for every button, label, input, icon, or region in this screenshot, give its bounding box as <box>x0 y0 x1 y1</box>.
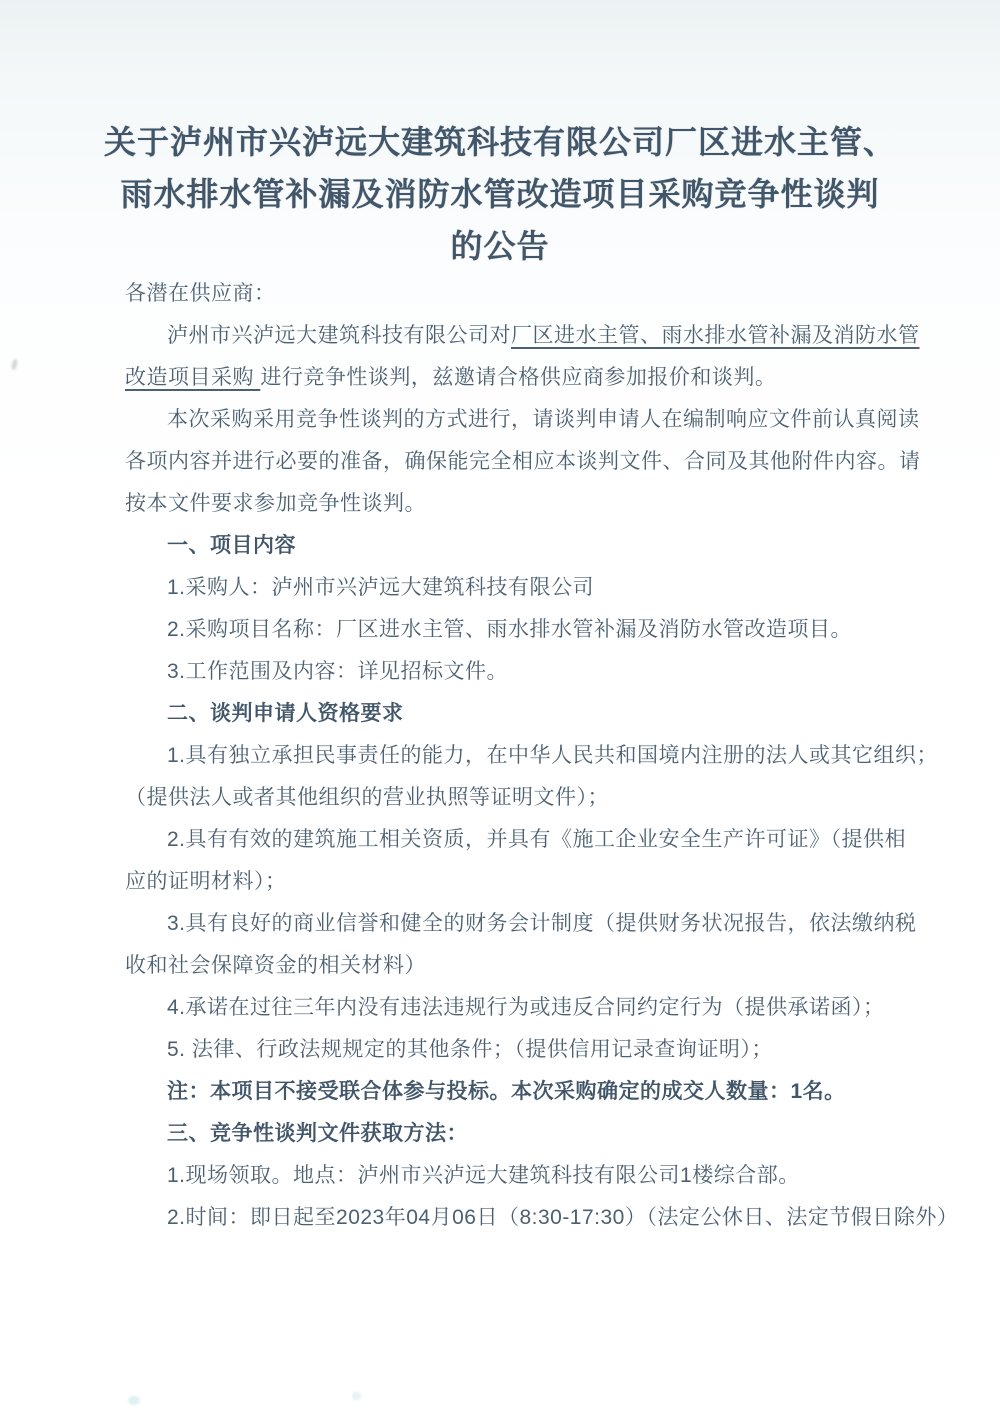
text-line <box>125 987 940 1029</box>
text-line <box>125 861 940 903</box>
underlined-text-segment: 改造项目采购 <box>125 366 261 389</box>
text-line <box>125 945 940 987</box>
text-segment: 应的证明材料）； <box>125 870 287 893</box>
text-segment: 4.承诺在过往三年内没有违法违规行为或违反合同约定行为（提供承诺函）； <box>167 996 885 1019</box>
text-line <box>125 1155 940 1197</box>
section-heading-line <box>125 525 940 567</box>
text-line <box>125 1197 959 1239</box>
section-heading-line <box>125 1113 940 1155</box>
text-segment: 2.采购项目名称：厂区进水主管、雨水排水管补漏及消防水管改造项目。 <box>167 618 853 641</box>
text-segment: 三、竞争性谈判文件获取方法： <box>167 1122 468 1145</box>
text-segment: 一、项目内容 <box>167 534 296 557</box>
text-segment: 注：本项目不接受联合体参与投标。本次采购确定的成交人数量：1名。 <box>167 1080 846 1103</box>
text-segment: 1.现场领取。地点：泸州市兴泸远大建筑科技有限公司1楼综合部。 <box>167 1164 800 1187</box>
underlined-text-segment: 厂区进水主管、雨水排水管补漏及消防水管 <box>511 324 920 347</box>
text-segment: 1.采购人：泸州市兴泸远大建筑科技有限公司 <box>167 576 595 599</box>
title-line: 的公告 <box>450 228 550 264</box>
scan-speck <box>128 1396 140 1405</box>
text-line <box>125 357 940 399</box>
text-line <box>125 315 940 357</box>
text-segment: 二、谈判申请人资格要求 <box>167 702 404 725</box>
text-segment: 3.具有良好的商业信誉和健全的财务会计制度（提供财务状况报告，依法缴纳税 <box>167 912 917 935</box>
text-line <box>125 651 940 693</box>
text-segment: 收和社会保障资金的相关材料） <box>125 954 426 977</box>
text-line <box>125 441 940 483</box>
document-body <box>0 272 1000 1239</box>
text-segment: 2.时间：即日起至2023年04月06日（8:30-17:30）（法定公休日、法定节假日除外） <box>167 1206 959 1229</box>
section-heading-line <box>125 1071 940 1113</box>
text-line <box>125 1029 940 1071</box>
section-heading-line <box>125 693 940 735</box>
text-segment: 按本文件要求参加竞争性谈判。 <box>125 492 426 515</box>
text-segment: （提供法人或者其他组织的营业执照等证明文件）； <box>125 786 609 809</box>
text-segment: 各潜在供应商： <box>125 282 276 305</box>
text-segment: 2.具有有效的建筑施工相关资质，并具有《施工企业安全生产许可证》（提供相 <box>167 828 907 851</box>
text-line <box>125 903 940 945</box>
text-line <box>125 777 940 819</box>
title-line: 雨水排水管补漏及消防水管改造项目采购竞争性谈判 <box>120 176 880 212</box>
text-line <box>125 399 940 441</box>
text-line <box>125 483 940 525</box>
text-segment: 本次采购采用竞争性谈判的方式进行，请谈判申请人在编制响应文件前认真阅读 <box>167 408 920 431</box>
title-line: 关于泸州市兴泸远大建筑科技有限公司厂区进水主管、 <box>103 124 896 160</box>
text-line <box>125 567 940 609</box>
text-segment: 泸州市兴泸远大建筑科技有限公司对 <box>167 324 511 347</box>
text-segment: 进行竞争性谈判，兹邀请合格供应商参加报价和谈判。 <box>260 366 777 389</box>
text-line <box>125 819 940 861</box>
text-segment: 各项内容并进行必要的准备，确保能完全相应本谈判文件、合同及其他附件内容。请 <box>125 450 921 473</box>
text-segment: 3.工作范围及内容：详见招标文件。 <box>167 660 509 683</box>
text-line <box>125 609 940 651</box>
text-line <box>125 273 940 315</box>
text-line <box>125 735 940 777</box>
text-segment: 5. 法律、行政法规规定的其他条件；（提供信用记录查询证明）； <box>167 1038 773 1061</box>
document-title <box>0 0 1000 272</box>
text-segment: 1.具有独立承担民事责任的能力，在中华人民共和国境内注册的法人或其它组织； <box>167 744 939 767</box>
scan-speck <box>352 1392 361 1400</box>
